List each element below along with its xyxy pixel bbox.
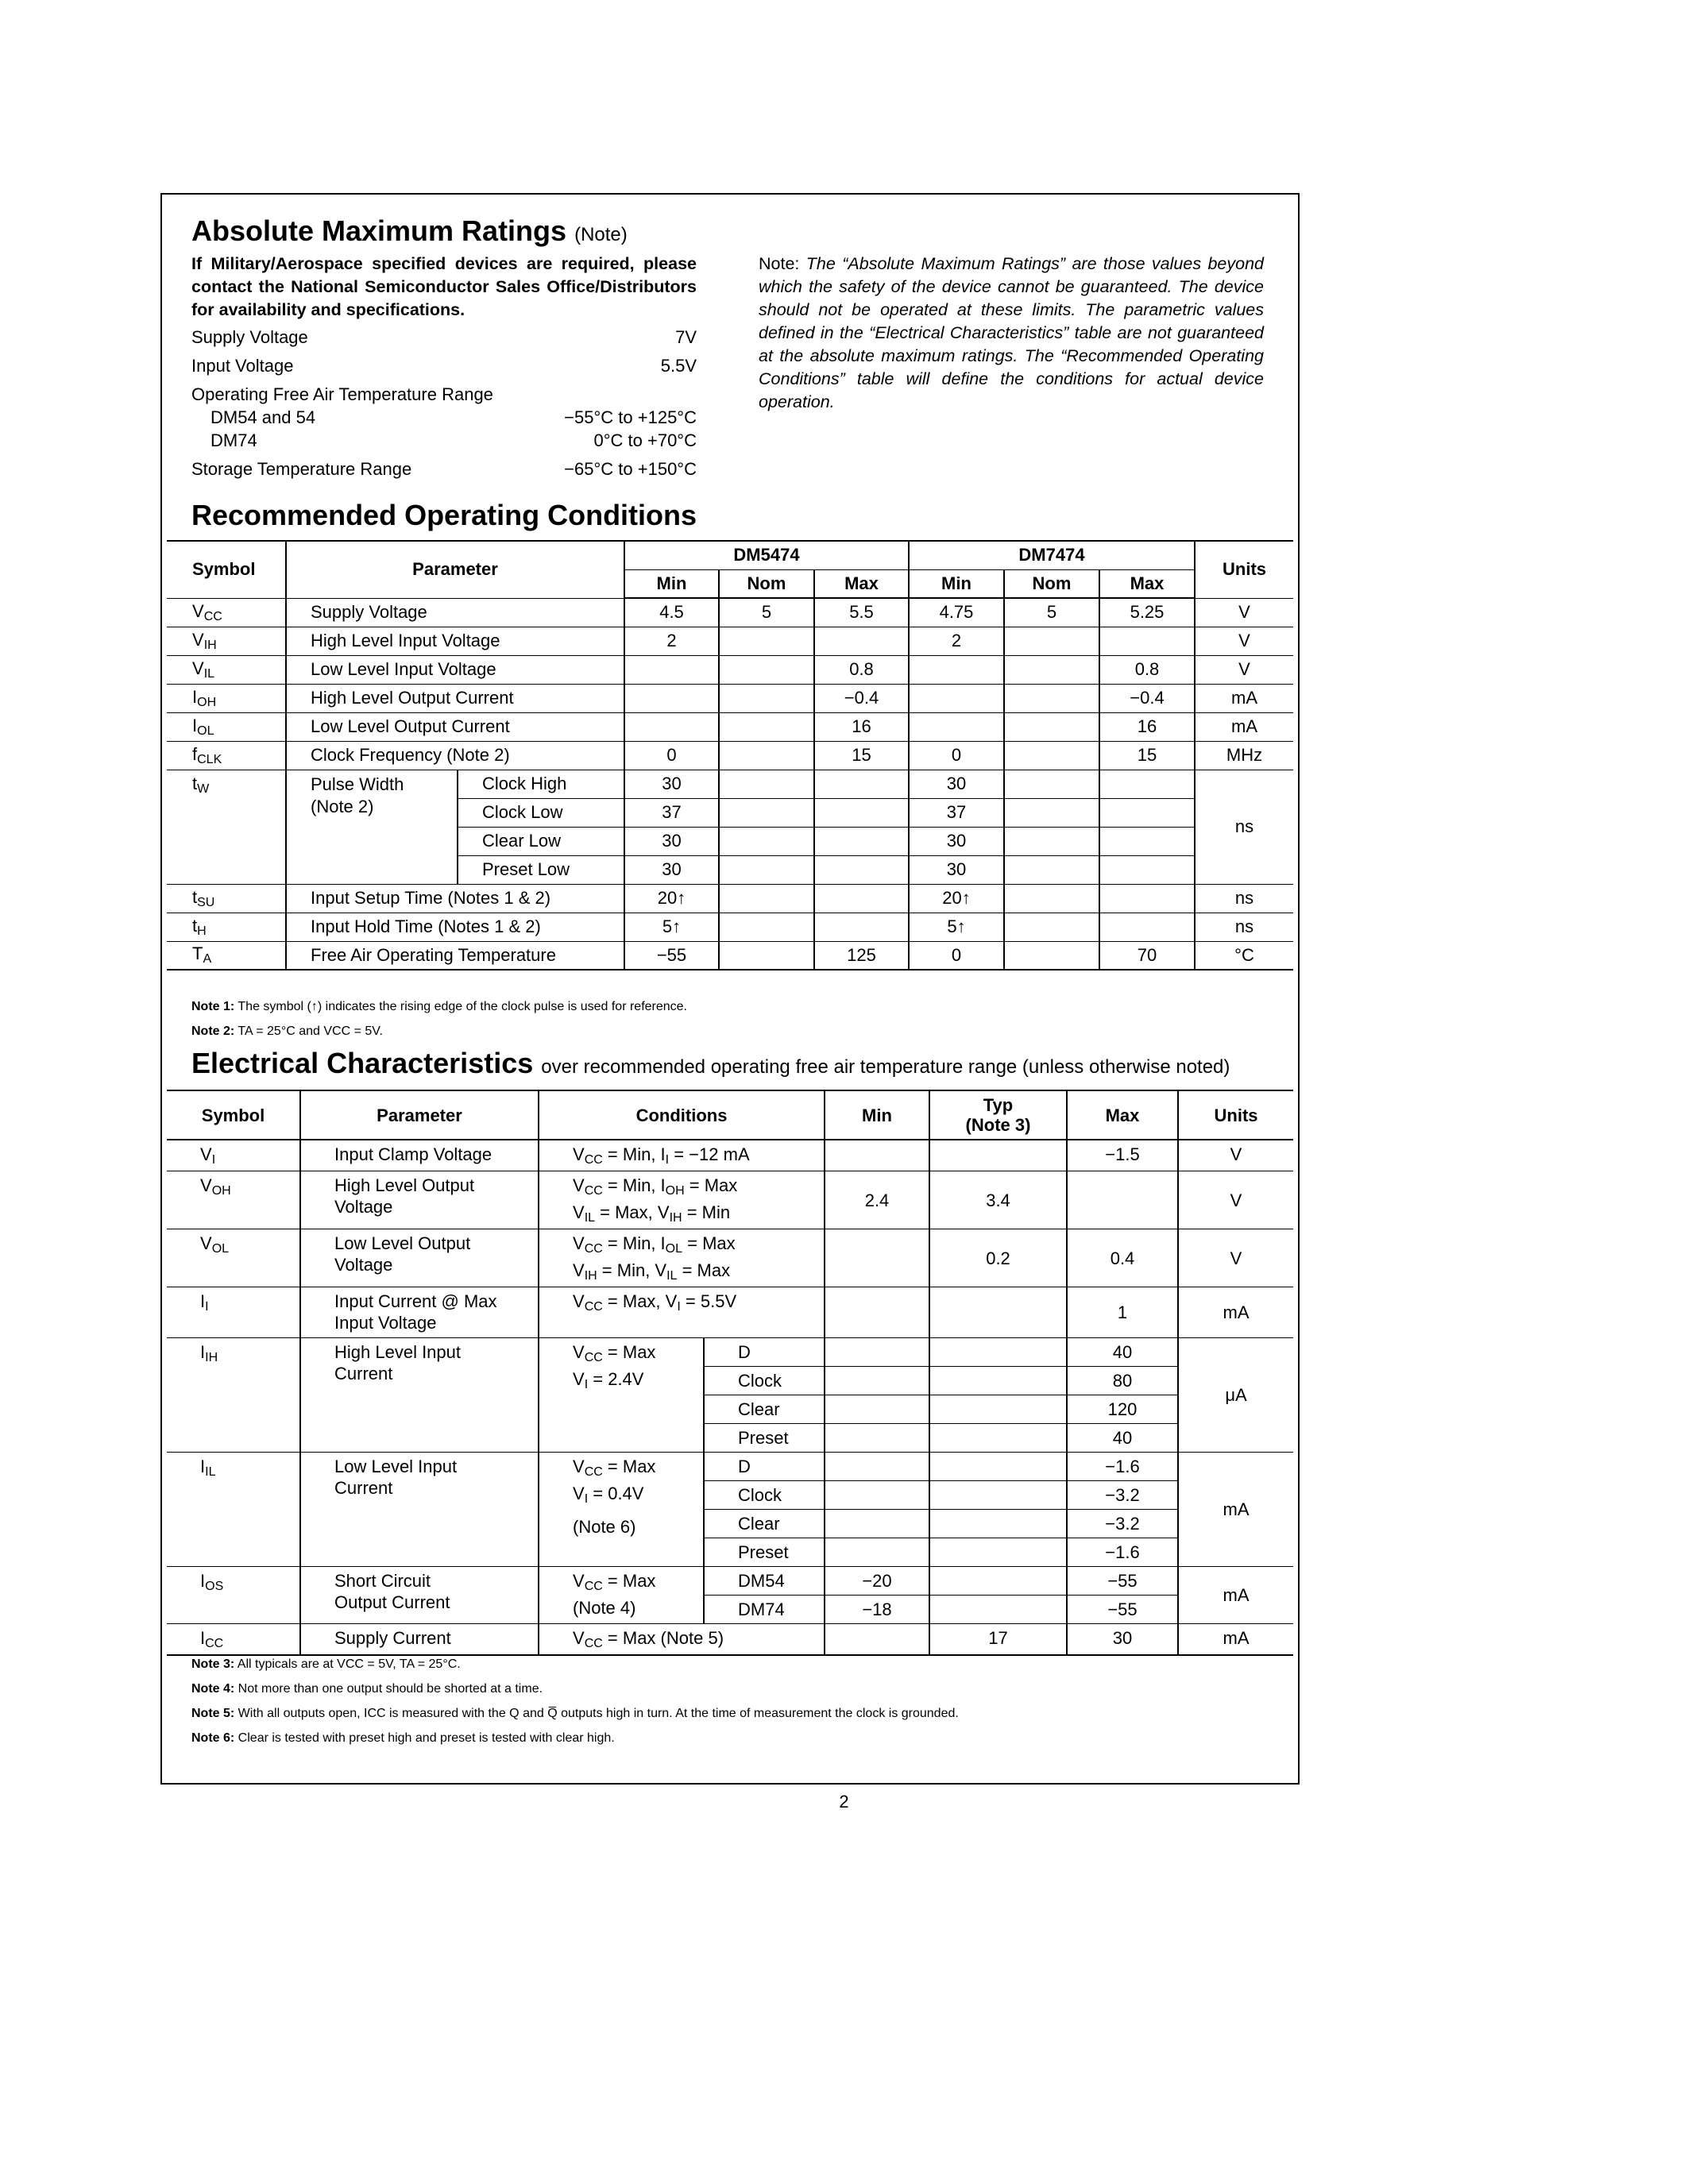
note-1: Note 1: The symbol (↑) indicates the rising edge of the clock pulse is used for reference. bbox=[191, 1000, 687, 1013]
roc-nom bbox=[719, 884, 814, 913]
roc-nom bbox=[1004, 884, 1099, 913]
ec-note: Note 6: Clear is tested with preset high and preset is tested with clear high. bbox=[191, 1731, 615, 1745]
col-max: Max bbox=[1067, 1090, 1178, 1140]
ec-symbol: $V_{OH}$ bbox=[167, 1171, 300, 1229]
roc-units: MHz bbox=[1195, 741, 1293, 770]
roc-min: 4.5 bbox=[624, 598, 719, 627]
roc-min: 30 bbox=[624, 770, 719, 798]
col-nom: Nom bbox=[1004, 569, 1099, 598]
roc-max bbox=[814, 884, 909, 913]
roc-row bbox=[167, 655, 1293, 684]
col-min: Min bbox=[909, 569, 1004, 598]
col-units: Units bbox=[1195, 541, 1293, 598]
ec-symbol: $I_{IL}$ bbox=[167, 1453, 300, 1567]
roc-notes bbox=[191, 994, 687, 1044]
roc-nom bbox=[719, 655, 814, 684]
ec-symbol: $V_I$ bbox=[167, 1140, 300, 1171]
ec-condition: $V_{CC}$ = Max (Note 5) bbox=[539, 1624, 825, 1656]
ec-sub-condition: Preset bbox=[704, 1424, 825, 1453]
ec-condition: $V_{CC}$ = Min, $I_{OH}$ = Max $V_{IL}$ = Max, $V_{IH}$ = Min bbox=[539, 1171, 825, 1229]
roc-nom bbox=[1004, 655, 1099, 684]
col-symbol: Symbol bbox=[167, 541, 286, 598]
roc-units: mA bbox=[1195, 684, 1293, 712]
roc-max: 0.8 bbox=[1099, 655, 1195, 684]
roc-min: 37 bbox=[624, 798, 719, 827]
ec-max: 1 bbox=[1067, 1287, 1178, 1338]
ec-condition: $V_{CC}$ = Max $V_I = 2.4V$ bbox=[539, 1338, 704, 1453]
roc-parameter: Low Level Output Current bbox=[286, 712, 624, 741]
roc-min: 30 bbox=[909, 855, 1004, 884]
ec-units: V bbox=[1178, 1229, 1293, 1287]
roc-max: −0.4 bbox=[1099, 684, 1195, 712]
ec-min bbox=[825, 1140, 929, 1171]
ec-sub-condition: D bbox=[704, 1453, 825, 1481]
roc-row bbox=[167, 598, 1293, 627]
roc-max: 0.8 bbox=[814, 655, 909, 684]
roc-parameter: High Level Input Voltage bbox=[286, 627, 624, 655]
ec-typ: 3.4 bbox=[929, 1171, 1067, 1229]
roc-table bbox=[167, 540, 1293, 970]
ec-symbol: $I_{IH}$ bbox=[167, 1338, 300, 1453]
ec-condition: $V_{CC}$ = Max $V_I = 0.4V$ (Note 6) bbox=[539, 1453, 704, 1567]
col-units: Units bbox=[1178, 1090, 1293, 1140]
ec-row bbox=[167, 1229, 1293, 1287]
roc-max: 5.5 bbox=[814, 598, 909, 627]
ec-row bbox=[167, 1140, 1293, 1171]
roc-min: 30 bbox=[909, 827, 1004, 855]
roc-nom bbox=[1004, 913, 1099, 941]
roc-parameter: Pulse Width (Note 2) bbox=[286, 770, 458, 884]
roc-parameter: Input Hold Time (Notes 1 & 2) bbox=[286, 913, 624, 941]
roc-condition: Clear Low bbox=[458, 827, 624, 855]
roc-min bbox=[624, 655, 719, 684]
ec-min: −20 bbox=[825, 1567, 929, 1596]
ec-min bbox=[825, 1510, 929, 1538]
ec-sub-condition: DM54 bbox=[704, 1567, 825, 1596]
ec-sub-condition: Clear bbox=[704, 1395, 825, 1424]
ec-sub-condition: Clear bbox=[704, 1510, 825, 1538]
ec-max: −3.2 bbox=[1067, 1481, 1178, 1510]
amr-row: Supply Voltage 7V bbox=[191, 327, 697, 347]
amr-row: Input Voltage 5.5V bbox=[191, 356, 697, 376]
ec-typ bbox=[929, 1367, 1067, 1395]
roc-symbol: $V_{CC}$ bbox=[167, 598, 286, 627]
ec-max: 40 bbox=[1067, 1338, 1178, 1367]
ec-min bbox=[825, 1424, 929, 1453]
ec-sub-condition: D bbox=[704, 1338, 825, 1367]
roc-max: 125 bbox=[814, 941, 909, 970]
roc-row bbox=[167, 684, 1293, 712]
roc-symbol: $t_H$ bbox=[167, 913, 286, 941]
note-2: Note 2: TA = 25°C and VCC = 5V. bbox=[191, 1024, 383, 1038]
roc-nom bbox=[719, 913, 814, 941]
ec-condition: $V_{CC}$ = Min, $I_{OL}$ = Max $V_{IH}$ = Min, $V_{IL}$ = Max bbox=[539, 1229, 825, 1287]
ec-typ bbox=[929, 1510, 1067, 1538]
roc-max bbox=[1099, 913, 1195, 941]
col-conditions: Conditions bbox=[539, 1090, 825, 1140]
ec-min bbox=[825, 1229, 929, 1287]
roc-parameter: Free Air Operating Temperature bbox=[286, 941, 624, 970]
roc-min: 0 bbox=[909, 741, 1004, 770]
roc-min: 30 bbox=[624, 827, 719, 855]
ec-min: 2.4 bbox=[825, 1171, 929, 1229]
roc-units: ns bbox=[1195, 913, 1293, 941]
ec-parameter: Input Current @ Max Input Voltage bbox=[300, 1287, 539, 1338]
roc-min bbox=[909, 655, 1004, 684]
ec-typ bbox=[929, 1287, 1067, 1338]
roc-units: V bbox=[1195, 655, 1293, 684]
ec-max: −55 bbox=[1067, 1567, 1178, 1596]
ec-max: 120 bbox=[1067, 1395, 1178, 1424]
ec-symbol: $I_{CC}$ bbox=[167, 1624, 300, 1656]
ec-max: −1.6 bbox=[1067, 1453, 1178, 1481]
roc-max bbox=[1099, 884, 1195, 913]
amr-row: DM54 and 54 −55°C to +125°C bbox=[211, 407, 697, 427]
roc-max: 15 bbox=[1099, 741, 1195, 770]
roc-title: Recommended Operating Conditions bbox=[191, 499, 697, 531]
roc-parameter: Supply Voltage bbox=[286, 598, 624, 627]
roc-row bbox=[167, 712, 1293, 741]
roc-condition: Preset Low bbox=[458, 855, 624, 884]
roc-condition: Clock High bbox=[458, 770, 624, 798]
roc-max: −0.4 bbox=[814, 684, 909, 712]
roc-nom bbox=[1004, 684, 1099, 712]
ec-min bbox=[825, 1453, 929, 1481]
roc-min: 30 bbox=[624, 855, 719, 884]
ec-sub-condition: Preset bbox=[704, 1538, 825, 1567]
roc-units: V bbox=[1195, 598, 1293, 627]
roc-max: 16 bbox=[814, 712, 909, 741]
ec-units: V bbox=[1178, 1171, 1293, 1229]
roc-units: V bbox=[1195, 627, 1293, 655]
ec-max: 0.4 bbox=[1067, 1229, 1178, 1287]
roc-nom: 5 bbox=[1004, 598, 1099, 627]
roc-min: 20↑ bbox=[624, 884, 719, 913]
ec-typ bbox=[929, 1596, 1067, 1624]
roc-units: mA bbox=[1195, 712, 1293, 741]
roc-row bbox=[167, 770, 1293, 798]
ec-min bbox=[825, 1367, 929, 1395]
ec-min bbox=[825, 1338, 929, 1367]
roc-max: 16 bbox=[1099, 712, 1195, 741]
roc-min: 2 bbox=[909, 627, 1004, 655]
page-number: 2 bbox=[839, 1792, 849, 1812]
ec-row bbox=[167, 1567, 1293, 1596]
ec-max: 80 bbox=[1067, 1367, 1178, 1395]
ec-condition: $V_{CC}$ = Max (Note 4) bbox=[539, 1567, 704, 1624]
ec-note: Note 5: With all outputs open, ICC is measured with the Q and Q̅ outputs high in turn. At the time of measurement the clock is grounded. bbox=[191, 1707, 959, 1720]
col-dm7474: DM7474 bbox=[909, 541, 1195, 569]
roc-condition: Clock Low bbox=[458, 798, 624, 827]
roc-min: 5↑ bbox=[624, 913, 719, 941]
roc-min bbox=[909, 712, 1004, 741]
ec-min: −18 bbox=[825, 1596, 929, 1624]
roc-max: 70 bbox=[1099, 941, 1195, 970]
roc-row bbox=[167, 941, 1293, 970]
roc-max: 5.25 bbox=[1099, 598, 1195, 627]
amr-intro: If Military/Aerospace specified devices are required, please contact the National Semiconductor Sales Office/Distributors for availability and specifications. bbox=[191, 254, 697, 319]
roc-nom bbox=[719, 627, 814, 655]
ec-condition: $V_{CC}$ = Max, $V_I = 5.5V$ bbox=[539, 1287, 825, 1338]
roc-nom: 5 bbox=[719, 598, 814, 627]
col-min: Min bbox=[624, 569, 719, 598]
ec-parameter: Low Level Input Current bbox=[300, 1453, 539, 1567]
col-symbol: Symbol bbox=[167, 1090, 300, 1140]
roc-row bbox=[167, 884, 1293, 913]
roc-min bbox=[909, 684, 1004, 712]
amr-title: Absolute Maximum Ratings (Note) bbox=[191, 214, 628, 247]
ec-typ bbox=[929, 1453, 1067, 1481]
ec-symbol: $V_{OL}$ bbox=[167, 1229, 300, 1287]
ec-symbol: $I_I$ bbox=[167, 1287, 300, 1338]
roc-min: 2 bbox=[624, 627, 719, 655]
ec-row bbox=[167, 1171, 1293, 1229]
ec-typ bbox=[929, 1395, 1067, 1424]
ec-parameter: High Level Input Current bbox=[300, 1338, 539, 1453]
roc-row bbox=[167, 741, 1293, 770]
roc-symbol: $T_A$ bbox=[167, 941, 286, 970]
ec-max bbox=[1067, 1171, 1178, 1229]
ec-units: V bbox=[1178, 1140, 1293, 1171]
amr-row: DM74 0°C to +70°C bbox=[211, 430, 697, 450]
roc-symbol: $t_W$ bbox=[167, 770, 286, 884]
amr-row: Storage Temperature Range −65°C to +150°C bbox=[191, 459, 697, 479]
roc-min: 0 bbox=[624, 741, 719, 770]
roc-units: °C bbox=[1195, 941, 1293, 970]
ec-row bbox=[167, 1453, 1293, 1481]
ec-row bbox=[167, 1287, 1293, 1338]
col-typ: Typ (Note 3) bbox=[929, 1090, 1067, 1140]
col-nom: Nom bbox=[719, 569, 814, 598]
ec-sub-condition: DM74 bbox=[704, 1596, 825, 1624]
ec-units: mA bbox=[1178, 1624, 1293, 1656]
ec-symbol: $I_{OS}$ bbox=[167, 1567, 300, 1624]
roc-min: 0 bbox=[909, 941, 1004, 970]
roc-nom bbox=[1004, 741, 1099, 770]
ec-min bbox=[825, 1538, 929, 1567]
col-min: Min bbox=[825, 1090, 929, 1140]
ec-subtitle: over recommended operating free air temperature range (unless otherwise noted) bbox=[541, 1056, 1230, 1078]
roc-symbol: $I_{OL}$ bbox=[167, 712, 286, 741]
roc-min: 5↑ bbox=[909, 913, 1004, 941]
ec-parameter: High Level Output Voltage bbox=[300, 1171, 539, 1229]
roc-nom bbox=[719, 684, 814, 712]
ec-max: −1.6 bbox=[1067, 1538, 1178, 1567]
roc-nom bbox=[719, 741, 814, 770]
roc-max bbox=[814, 913, 909, 941]
ec-min bbox=[825, 1395, 929, 1424]
col-parameter: Parameter bbox=[300, 1090, 539, 1140]
roc-parameter: Clock Frequency (Note 2) bbox=[286, 741, 624, 770]
roc-max bbox=[814, 627, 909, 655]
roc-symbol: $f_{CLK}$ bbox=[167, 741, 286, 770]
ec-units: μA bbox=[1178, 1338, 1293, 1453]
roc-parameter: Low Level Input Voltage bbox=[286, 655, 624, 684]
roc-nom bbox=[719, 712, 814, 741]
ec-units: mA bbox=[1178, 1453, 1293, 1567]
amr-row: Operating Free Air Temperature Range bbox=[191, 384, 493, 404]
roc-nom bbox=[1004, 712, 1099, 741]
roc-parameter: High Level Output Current bbox=[286, 684, 624, 712]
ec-typ bbox=[929, 1140, 1067, 1171]
ec-typ bbox=[929, 1338, 1067, 1367]
ec-parameter: Short Circuit Output Current bbox=[300, 1567, 539, 1624]
roc-min: 30 bbox=[909, 770, 1004, 798]
ec-sub-condition: Clock bbox=[704, 1367, 825, 1395]
ec-typ: 17 bbox=[929, 1624, 1067, 1656]
ec-row bbox=[167, 1624, 1293, 1656]
roc-symbol: $V_{IL}$ bbox=[167, 655, 286, 684]
ec-parameter: Supply Current bbox=[300, 1624, 539, 1656]
amr-title-note: (Note) bbox=[574, 224, 628, 245]
ec-units: mA bbox=[1178, 1567, 1293, 1624]
ec-min bbox=[825, 1287, 929, 1338]
ec-note: Note 3: All typicals are at VCC = 5V, TA = 25°C. bbox=[191, 1657, 461, 1671]
ec-table bbox=[167, 1090, 1293, 1656]
roc-units: ns bbox=[1195, 770, 1293, 884]
ec-max: −3.2 bbox=[1067, 1510, 1178, 1538]
col-parameter: Parameter bbox=[286, 541, 624, 598]
amr-list bbox=[191, 326, 697, 480]
roc-min: 37 bbox=[909, 798, 1004, 827]
ec-title: Electrical Characteristics over recommended operating free air temperature range (unless otherwise noted) bbox=[191, 1047, 1230, 1079]
col-dm5474: DM5474 bbox=[624, 541, 909, 569]
ec-max: −55 bbox=[1067, 1596, 1178, 1624]
roc-min: 20↑ bbox=[909, 884, 1004, 913]
roc-nom bbox=[719, 941, 814, 970]
ec-parameter: Low Level Output Voltage bbox=[300, 1229, 539, 1287]
roc-symbol: $t_{SU}$ bbox=[167, 884, 286, 913]
ec-typ bbox=[929, 1567, 1067, 1596]
roc-min bbox=[624, 684, 719, 712]
roc-max bbox=[1099, 627, 1195, 655]
ec-min bbox=[825, 1624, 929, 1656]
col-max: Max bbox=[814, 569, 909, 598]
ec-typ bbox=[929, 1424, 1067, 1453]
ec-parameter: Input Clamp Voltage bbox=[300, 1140, 539, 1171]
ec-note: Note 4: Not more than one output should be shorted at a time. bbox=[191, 1682, 543, 1696]
roc-row bbox=[167, 913, 1293, 941]
roc-min: −55 bbox=[624, 941, 719, 970]
roc-nom bbox=[1004, 627, 1099, 655]
roc-units: ns bbox=[1195, 884, 1293, 913]
roc-min: 4.75 bbox=[909, 598, 1004, 627]
ec-min bbox=[825, 1481, 929, 1510]
col-max: Max bbox=[1099, 569, 1195, 598]
ec-units: mA bbox=[1178, 1287, 1293, 1338]
roc-symbol: $V_{IH}$ bbox=[167, 627, 286, 655]
roc-nom bbox=[1004, 941, 1099, 970]
ec-typ: 0.2 bbox=[929, 1229, 1067, 1287]
roc-symbol: $I_{OH}$ bbox=[167, 684, 286, 712]
ec-notes bbox=[191, 1652, 959, 1750]
roc-parameter: Input Setup Time (Notes 1 & 2) bbox=[286, 884, 624, 913]
ec-max: −1.5 bbox=[1067, 1140, 1178, 1171]
ec-sub-condition: Clock bbox=[704, 1481, 825, 1510]
roc-min bbox=[624, 712, 719, 741]
roc-row bbox=[167, 627, 1293, 655]
ec-max: 30 bbox=[1067, 1624, 1178, 1656]
ec-typ bbox=[929, 1538, 1067, 1567]
ec-condition: $V_{CC}$ = Min, $I_I = -12$ mA bbox=[539, 1140, 825, 1171]
amr-note: Note: The “Absolute Maximum Ratings” are those values beyond which the safety of the device cannot be guaranteed. The device should not be operated at these limits. The parametric values defined in the “Electrical Characteristics” table are not guaranteed at the absolute maximum ratings. The “Recommended Operating Conditions” table will define the conditions for actual device operation. bbox=[759, 254, 1264, 411]
roc-max: 15 bbox=[814, 741, 909, 770]
ec-max: 40 bbox=[1067, 1424, 1178, 1453]
ec-typ bbox=[929, 1481, 1067, 1510]
ec-row bbox=[167, 1338, 1293, 1367]
